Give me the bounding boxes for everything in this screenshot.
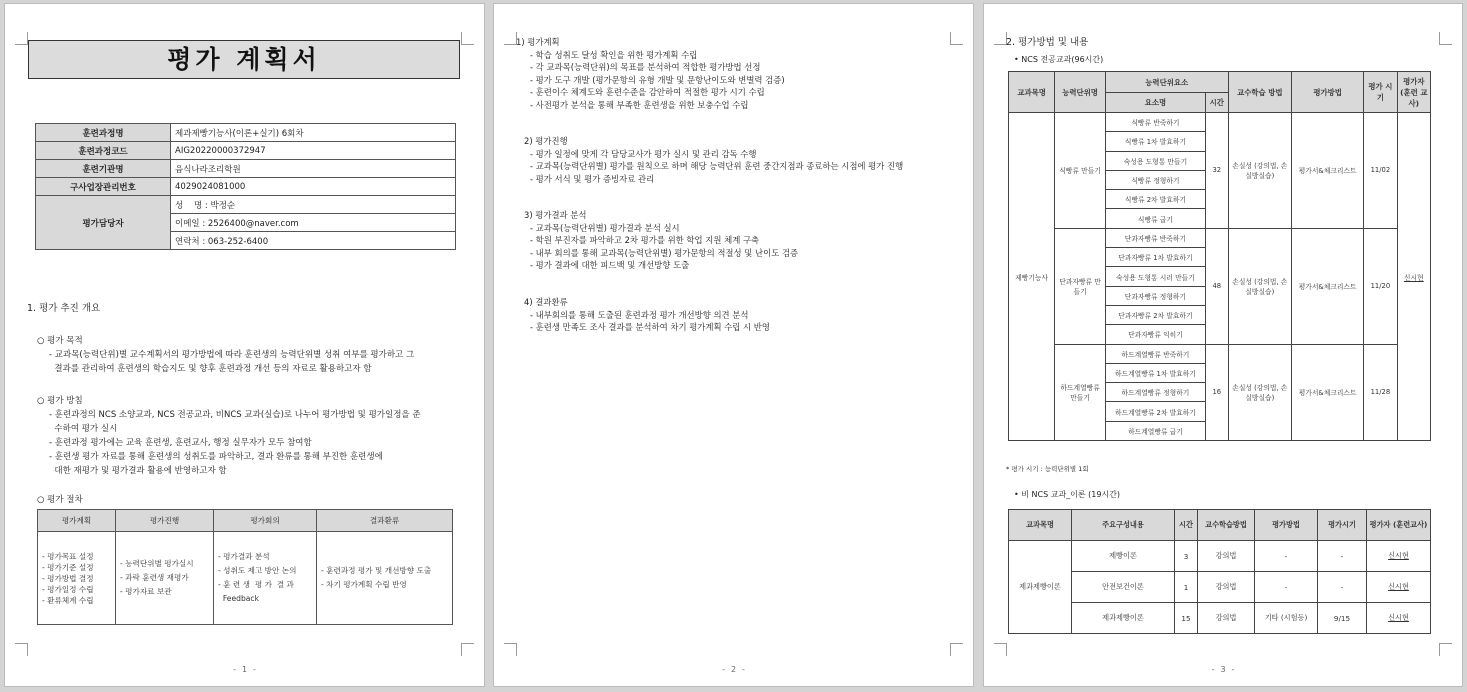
value-manager-email: 이메일 : 2526400@naver.com <box>171 214 456 232</box>
header-unit: 능력단위명 <box>1055 72 1106 113</box>
header-hours: 시간 <box>1205 93 1228 113</box>
procedure-item: - 훈련과정 평가 및 개선방향 도출 <box>321 566 432 575</box>
procedure-item: - 성취도 제고 방안 논의 <box>218 566 297 575</box>
nn-time: - <box>1318 572 1367 603</box>
header-eval-time: 평가 시기 <box>1364 72 1397 113</box>
nn-evaluator: 신시현 <box>1367 541 1431 572</box>
value-course-code: AIG20220000372947 <box>171 142 456 160</box>
document-page-2 <box>494 4 973 686</box>
nn-time: - <box>1318 541 1367 572</box>
unit-name: 하드계열빵류 만들기 <box>1055 344 1106 440</box>
label-course-code: 훈련과정코드 <box>36 142 171 160</box>
nn-header: 시간 <box>1175 510 1198 541</box>
ncs-evaluator-cell: 신시현 <box>1397 113 1430 441</box>
section-heading-1: 1. 평가 추진 개요 <box>27 303 101 314</box>
procedure-cell-plan <box>38 532 116 625</box>
unit-method: 평가서&체크리스트 <box>1292 113 1364 229</box>
procedure-header: 평가계획 <box>38 510 116 532</box>
crop-mark <box>1439 32 1452 45</box>
block-item: - 평가 일정에 맞게 각 담당교사가 평가 실시 및 관리 감독 수행 <box>530 148 757 159</box>
block-item: - 내부회의를 통해 도출된 훈련과정 평가 개선방향 의견 분석 <box>530 309 749 320</box>
procedure-header: 결과환류 <box>317 510 453 532</box>
element-name: 하드계열빵류 굽기 <box>1105 421 1205 440</box>
unit-hours: 32 <box>1205 113 1228 229</box>
header-eval-method: 평가방법 <box>1292 72 1364 113</box>
element-name: 식빵류 1차 발효하기 <box>1105 132 1205 151</box>
policy-line: 대한 재평가 및 평가결과 활용에 반영하고자 함 <box>49 466 227 476</box>
nn-time: 9/15 <box>1318 603 1367 634</box>
procedure-header: 평가진행 <box>116 510 214 532</box>
procedure-item: - 환류체계 수립 <box>42 595 94 605</box>
block-item: - 학원 부진자를 파악하고 2차 평가를 위한 학업 지원 체계 구축 <box>530 235 760 246</box>
element-name: 하드계열빵류 1차 발효하기 <box>1105 363 1205 382</box>
procedure-item: - 능력단위별 평가실시 <box>120 559 194 568</box>
nn-teaching: 강의법 <box>1198 572 1255 603</box>
label-reg-no: 구사업장관리번호 <box>36 178 171 196</box>
element-name: 식빵류 정형하기 <box>1105 170 1205 189</box>
nn-header: 교수학습방법 <box>1198 510 1255 541</box>
policy-line: 수하여 평가 실시 <box>49 424 118 434</box>
unit-teaching: 손실성 (강의법, 손실방실습) <box>1228 344 1292 440</box>
nn-header: 주요구성내용 <box>1072 510 1175 541</box>
unit-name: 식빵류 만들기 <box>1055 113 1106 229</box>
nn-content: 안전보건이론 <box>1072 572 1175 603</box>
element-name: 하드계열빵류 정형하기 <box>1105 383 1205 402</box>
purpose-heading: ○ 평가 목적 <box>37 336 83 346</box>
page-number: - 1 - <box>233 665 256 674</box>
block-item: - 훈련생 만족도 조사 결과를 분석하여 차기 평가계획 수립 시 반영 <box>530 322 770 333</box>
unit-method: 평가서&체크리스트 <box>1292 228 1364 344</box>
block-item: - 사전평가 분석을 통해 부족한 훈련생을 위한 보충수업 수립 <box>530 99 749 110</box>
ncs-eval-table <box>1008 71 1431 441</box>
element-name: 식빵류 2차 발효하기 <box>1105 190 1205 209</box>
block-item: - 내부 회의를 통해 교과목(능력단위별) 평가문항의 적절성 및 난이도 검증 <box>530 247 799 258</box>
nn-teaching: 강의법 <box>1198 541 1255 572</box>
procedure-item: - 평가일정 수립 <box>42 584 94 594</box>
element-name: 단과자빵류 정형하기 <box>1105 286 1205 305</box>
unit-hours: 48 <box>1205 228 1228 344</box>
block-item: - 교과목(능력단위별) 평가결과 분석 실시 <box>530 222 680 233</box>
crop-mark <box>15 32 28 45</box>
unit-hours: 16 <box>1205 344 1228 440</box>
element-name: 단과자빵류 1차 발효하기 <box>1105 248 1205 267</box>
element-name: 숙성용 도형통 시러 만들기 <box>1105 267 1205 286</box>
page-number: - 2 - <box>722 665 745 674</box>
crop-mark <box>461 643 474 656</box>
page-number: - 3 - <box>1211 665 1235 674</box>
crop-mark <box>1439 643 1452 656</box>
crop-mark <box>461 32 474 45</box>
element-name: 단과자빵류 2차 발효하기 <box>1105 305 1205 324</box>
procedure-item: - 과락 훈련생 재평가 <box>120 573 189 582</box>
unit-method: 평가서&체크리스트 <box>1292 344 1364 440</box>
procedure-cell-progress <box>116 532 214 625</box>
element-name: 단과자빵류 반죽하기 <box>1105 228 1205 247</box>
unit-time: 11/28 <box>1364 344 1397 440</box>
crop-mark <box>950 32 963 45</box>
element-name: 식빵류 굽기 <box>1105 209 1205 228</box>
nn-header: 교과목명 <box>1009 510 1072 541</box>
header-element-name: 요소명 <box>1105 93 1205 113</box>
unit-teaching: 손실성 (강의법, 손실방실습) <box>1228 228 1292 344</box>
unit-time: 11/20 <box>1364 228 1397 344</box>
nn-hours: 15 <box>1175 603 1198 634</box>
header-subject: 교과목명 <box>1009 72 1055 113</box>
crop-mark <box>950 643 963 656</box>
nn-method: - <box>1255 541 1318 572</box>
nn-evaluator: 신시현 <box>1367 572 1431 603</box>
block-item: - 훈련이수 체계도와 훈련수준을 감안하여 적절한 평가 시기 수립 <box>530 87 765 98</box>
course-info-table <box>35 123 456 250</box>
block-item: - 평가 서식 및 평가 증빙자료 관리 <box>530 173 655 184</box>
procedure-item: - 평가방법 결정 <box>42 573 94 583</box>
progress-block <box>524 135 903 185</box>
procedure-item: Feedback <box>218 594 259 603</box>
value-reg-no: 4029024081000 <box>171 178 456 196</box>
block-item: - 교과목(능력단위별) 평가를 원칙으로 하며 해당 능력단위 훈련 중간지점과 종료하는 시점에 평가 진행 <box>530 161 904 172</box>
value-institution: 음식나라조리학원 <box>171 160 456 178</box>
nn-evaluator: 신시현 <box>1367 603 1431 634</box>
crop-mark <box>504 643 517 656</box>
block-heading: 1) 평가계획 <box>516 37 560 47</box>
label-course-name: 훈련과정명 <box>36 124 171 142</box>
policy-line: - 훈련과정의 NCS 소양교과, NCS 전공교과, 비NCS 교과(실습)로 나누어 평가방법 및 평가일정을 준 <box>49 410 421 420</box>
nn-hours: 1 <box>1175 572 1198 603</box>
element-name: 단과자빵류 익히기 <box>1105 325 1205 344</box>
header-teaching: 교수학습 방법 <box>1228 72 1292 113</box>
purpose-line-1: - 교과목(능력단위)별 교수계획서의 평가방법에 따라 훈련생의 능력단위별 성취 여부를 평가하고 그 <box>49 350 415 360</box>
policy-heading: ○ 평가 방침 <box>37 396 83 406</box>
procedure-heading: ○ 평가 절차 <box>37 495 83 505</box>
procedure-item: - 평가결과 분석 <box>218 552 270 561</box>
unit-teaching: 손실성 (강의법, 손실방실습) <box>1228 113 1292 229</box>
procedure-item: - 차기 평가계획 수립 반영 <box>321 580 407 589</box>
analysis-block <box>524 209 798 272</box>
document-page-3 <box>984 4 1462 686</box>
procedure-cell-meeting <box>214 532 317 625</box>
procedure-header: 평가회의 <box>214 510 317 532</box>
ncs-note: * 평가 시기 : 능력단위별 1회 <box>1006 465 1089 473</box>
header-elements: 능력단위요소 <box>1105 72 1228 93</box>
element-name: 숙성용 도형통 만들기 <box>1105 151 1205 170</box>
nn-hours: 3 <box>1175 541 1198 572</box>
element-name: 하드계열빵류 2차 발효하기 <box>1105 402 1205 421</box>
block-item: - 평가 결과에 대한 피드백 및 개선방향 도출 <box>530 260 690 271</box>
block-item: - 평가 도구 개발 (평가문항의 유형 개발 및 문항난이도와 변별력 검증) <box>530 74 785 85</box>
section-heading-2: 2. 평가방법 및 내용 <box>1006 37 1089 48</box>
value-course-name: 제과제빵기능사(이론+실기) 6회차 <box>171 124 456 142</box>
unit-time: 11/02 <box>1364 113 1397 229</box>
header-evaluator: 평가자 (훈련 교사) <box>1397 72 1430 113</box>
ncs-subject-cell: 제빵기능사 <box>1009 113 1055 441</box>
nn-header: 평가방법 <box>1255 510 1318 541</box>
non-ncs-heading: • 비 NCS 교과_이론 (19시간) <box>1014 490 1121 499</box>
block-item: - 학습 성취도 달성 확인을 위한 평가계획 수립 <box>530 49 698 60</box>
nn-method: - <box>1255 572 1318 603</box>
procedure-item: - 평가목표 설정 <box>42 551 94 561</box>
value-manager-name: 성 명 : 박정순 <box>171 196 456 214</box>
nn-subject-cell: 제과제빵이론 <box>1009 541 1072 634</box>
procedure-item: - 평가기준 설정 <box>42 562 94 572</box>
crop-mark <box>994 643 1007 656</box>
non-ncs-eval-table <box>1008 509 1431 634</box>
crop-mark <box>15 643 28 656</box>
block-heading: 4) 결과환류 <box>524 297 568 307</box>
label-institution: 훈련기관명 <box>36 160 171 178</box>
document-page-1 <box>5 4 484 686</box>
plan-block <box>516 36 785 112</box>
element-name: 식빵류 반죽하기 <box>1105 113 1205 132</box>
label-manager: 평가담당자 <box>36 196 171 250</box>
document-title: 평가 계획서 <box>28 40 460 79</box>
procedure-cell-feedback <box>317 532 453 625</box>
block-item: - 각 교과목(능력단위)의 목표를 분석하여 적합한 평가방법 선정 <box>530 62 761 73</box>
nn-content: 제과제빵이론 <box>1072 603 1175 634</box>
procedure-item: - 평가자료 보관 <box>120 587 172 596</box>
nn-method: 기타 (시험등) <box>1255 603 1318 634</box>
policy-line: - 훈련생 평가 자료를 통해 훈련생의 성취도를 파악하고, 결과 환류를 통해 부진한 훈련생에 <box>49 452 383 462</box>
block-heading: 2) 평가진행 <box>524 136 568 146</box>
feedback-block <box>524 296 770 334</box>
procedure-item: - 훈 련 생 평 가 결 과 <box>218 580 294 589</box>
ncs-heading: • NCS 전공교과(96시간) <box>1014 55 1104 64</box>
nn-header: 평가시기 <box>1318 510 1367 541</box>
nn-header: 평가자 (훈련교사) <box>1367 510 1431 541</box>
purpose-line-2: 결과를 관리하여 훈련생의 학습지도 및 향후 훈련과정 개선 등의 자료로 활용하고자 함 <box>49 364 372 374</box>
element-name: 하드계열빵류 반죽하기 <box>1105 344 1205 363</box>
nn-teaching: 강의법 <box>1198 603 1255 634</box>
procedure-table <box>37 509 453 625</box>
nn-content: 제빵이론 <box>1072 541 1175 572</box>
block-heading: 3) 평가결과 분석 <box>524 210 587 220</box>
value-manager-phone: 연락처 : 063-252-6400 <box>171 232 456 250</box>
policy-line: - 훈련과정 평가에는 교육 훈련생, 훈련교사, 행정 실무자가 모두 참여함 <box>49 438 312 448</box>
unit-name: 단과자빵류 만들기 <box>1055 228 1106 344</box>
